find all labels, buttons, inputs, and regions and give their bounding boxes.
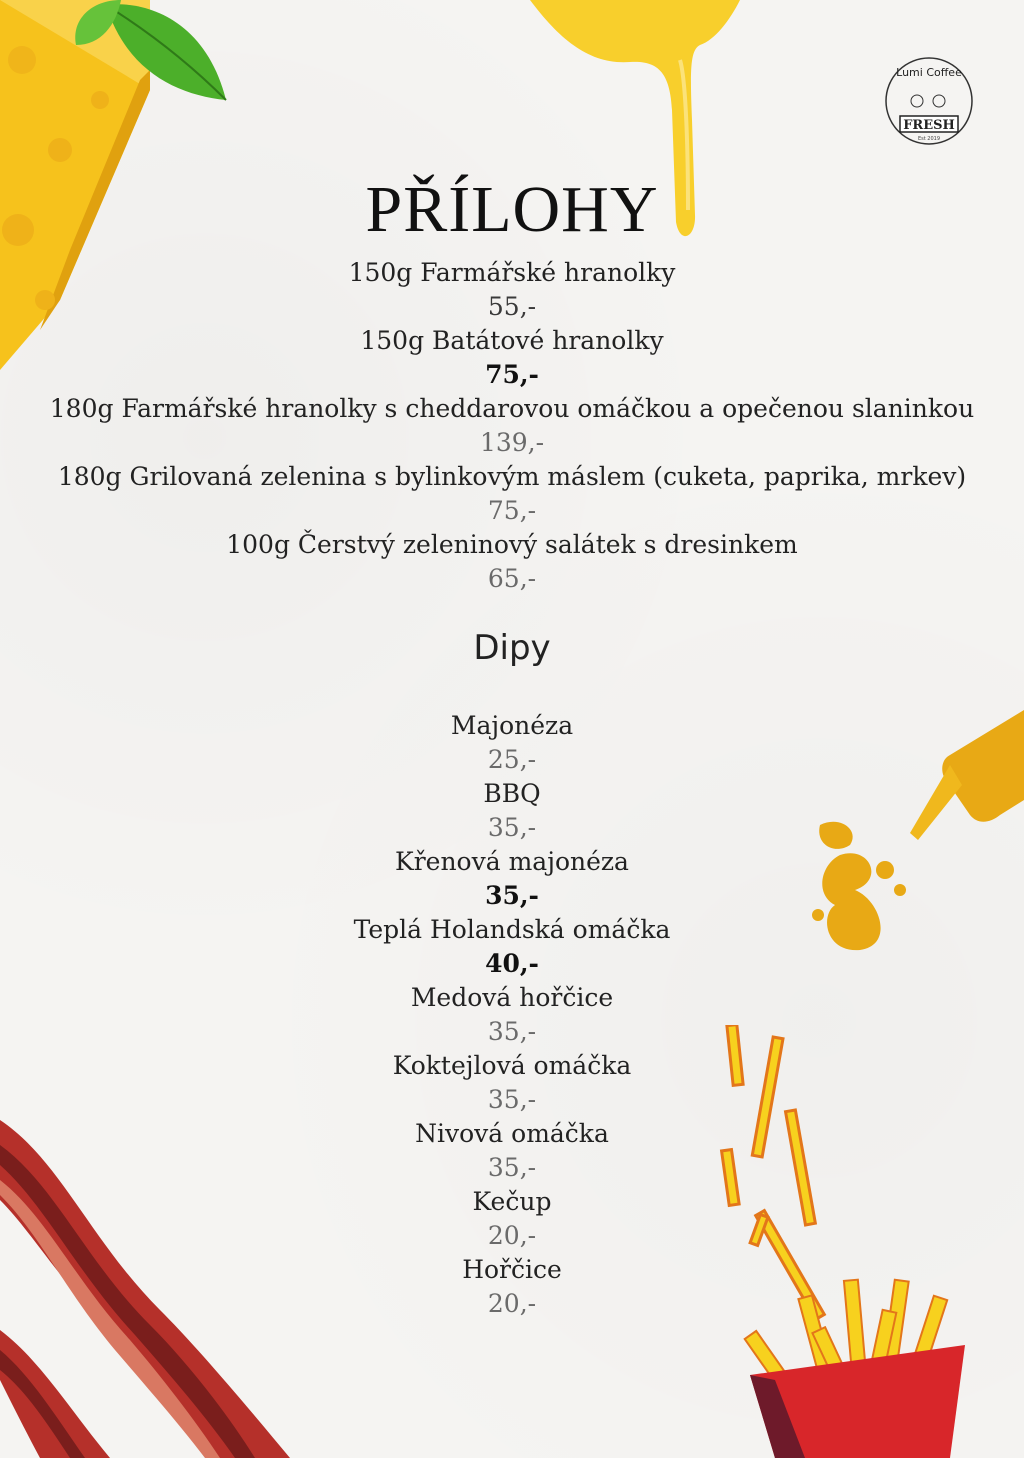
- dip-name-7: Nivová omáčka: [415, 1119, 609, 1148]
- dip-price-7: 35,-: [487, 1153, 537, 1182]
- dip-name-9: Hořčice: [462, 1255, 562, 1284]
- logo-est: Est 2019: [917, 136, 941, 142]
- dip-price-1: 25,-: [487, 745, 537, 774]
- side-name-1: 150g Farmářské hranolky: [348, 258, 676, 287]
- dip-price-5: 35,-: [487, 1017, 537, 1046]
- logo-text-top: Lumi Coffee: [896, 66, 962, 79]
- dip-name-1: Majonéza: [450, 711, 574, 740]
- mustard-bottle-icon: [800, 705, 1024, 955]
- side-price-5: 65,-: [487, 564, 537, 593]
- side-price-3: 139,-: [479, 428, 545, 457]
- side-name-2: 150g Batátové hranolky: [360, 326, 664, 355]
- side-name-5: 100g Čerstvý zeleninový salátek s dresinkem: [226, 530, 798, 559]
- lumi-coffee-logo-icon: [884, 56, 974, 146]
- basil-leaf-icon: [66, 0, 236, 110]
- sides-list: [0, 256, 1024, 596]
- dip-name-3: Křenová majonéza: [395, 847, 629, 876]
- dip-price-8: 20,-: [487, 1221, 537, 1250]
- dip-name-2: BBQ: [483, 779, 541, 808]
- side-price-1: 55,-: [487, 292, 537, 321]
- logo-text-bottom: FRESH: [903, 118, 955, 133]
- page-title: PŘÍLOHY: [365, 173, 659, 246]
- dip-price-4: 40,-: [485, 949, 539, 978]
- side-price-4: 75,-: [487, 496, 537, 525]
- dip-price-9: 20,-: [487, 1289, 537, 1318]
- side-price-2: 75,-: [485, 360, 539, 389]
- dip-name-6: Koktejlová omáčka: [392, 1051, 632, 1080]
- side-name-4: 180g Grilovaná zelenina s bylinkovým máslem (cuketa, paprika, mrkev): [57, 462, 967, 491]
- dip-name-4: Teplá Holandská omáčka: [353, 915, 671, 944]
- french-fries-icon: [715, 1025, 975, 1458]
- dips-heading: Dipy: [473, 628, 551, 668]
- bacon-strips-icon: [0, 1120, 300, 1458]
- dip-price-3: 35,-: [485, 881, 539, 910]
- dip-name-8: Kečup: [472, 1187, 552, 1216]
- dip-name-5: Medová hořčice: [410, 983, 614, 1012]
- side-name-3: 180g Farmářské hranolky s cheddarovou omáčkou a opečenou slaninkou: [49, 394, 975, 423]
- dip-price-2: 35,-: [487, 813, 537, 842]
- dip-price-6: 35,-: [487, 1085, 537, 1114]
